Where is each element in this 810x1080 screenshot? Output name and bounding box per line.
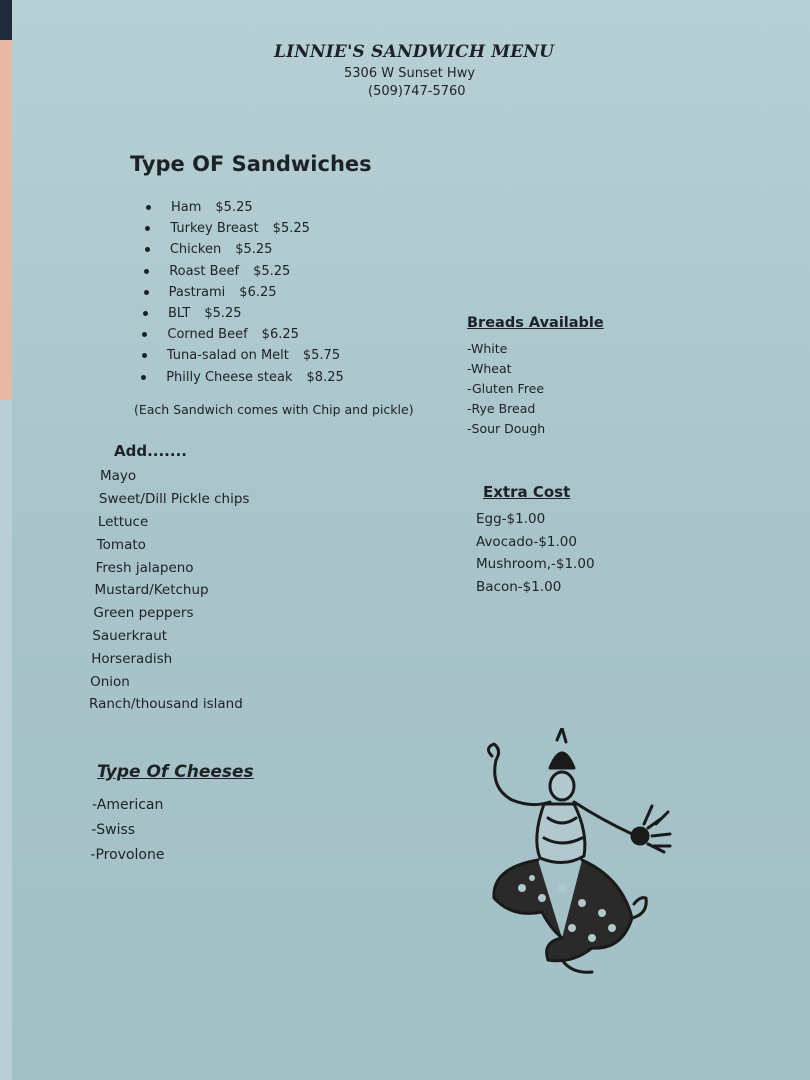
sandwich-note: (Each Sandwich comes with Chip and pickle): [134, 402, 414, 417]
cheese-item: -Swiss: [91, 821, 136, 838]
add-item: Sauerkraut: [92, 627, 168, 644]
bread-item: -Sour Dough: [467, 420, 546, 436]
extra-cost-item: Egg-$1.00: [476, 511, 546, 528]
sandwich-item: [144, 261, 344, 282]
menu-title: LINNIE'S SANDWICH MENU: [274, 42, 555, 62]
cheeses-list: [92, 792, 164, 867]
add-list: [89, 465, 250, 716]
sandwich-name: Pastrami: [168, 284, 226, 300]
sandwich-name: Tuna-salad on Melt: [166, 348, 289, 364]
thai-dancer-icon: [472, 728, 682, 980]
sandwich-item: [142, 345, 344, 366]
bullet-icon: [144, 290, 149, 295]
sandwich-price: $5.25: [204, 306, 242, 322]
sandwich-price: $5.75: [302, 348, 341, 364]
sandwich-item: [144, 282, 344, 303]
add-item: Horseradish: [91, 650, 173, 667]
bread-item: -Rye Bread: [467, 400, 536, 416]
bullet-icon: [146, 205, 151, 210]
sandwich-name: Roast Beef: [169, 263, 240, 279]
sandwich-price: $8.25: [306, 369, 344, 385]
sandwich-item: [146, 197, 344, 218]
sandwich-item: [145, 239, 344, 260]
cheese-item: -Provolone: [90, 846, 165, 863]
bullet-icon: [145, 226, 150, 231]
sandwich-item: [145, 218, 343, 239]
sandwich-name: Ham: [171, 200, 202, 216]
sandwich-list: [146, 197, 344, 388]
add-item: Mayo: [100, 468, 137, 485]
sandwich-name: Philly Cheese steak: [166, 369, 293, 385]
sandwich-name: Turkey Breast: [170, 221, 259, 237]
sandwich-item: [141, 367, 344, 388]
extra-cost-item: Avocado-$1.00: [476, 533, 577, 550]
bullet-icon: [142, 353, 147, 358]
menu-phone: (509)747-5760: [368, 84, 466, 99]
cheese-item: -American: [92, 796, 164, 813]
add-item: Ranch/thousand island: [89, 696, 243, 713]
extra-cost-item: Mushroom,-$1.00: [476, 556, 595, 573]
breads-heading: Breads Available: [467, 315, 604, 331]
bread-item: -Gluten Free: [467, 380, 545, 396]
cheeses-heading: Type Of Cheeses: [97, 762, 254, 782]
bullet-icon: [145, 247, 150, 252]
sandwich-price: $5.25: [272, 221, 310, 237]
sandwich-item: [142, 324, 343, 345]
add-item: Lettuce: [97, 513, 149, 530]
breads-list: [467, 339, 545, 438]
extra-cost-heading: Extra Cost: [483, 483, 571, 501]
add-item: Sweet/Dill Pickle chips: [98, 491, 250, 508]
extra-cost-item: Bacon-$1.00: [476, 578, 562, 595]
sandwich-name: Corned Beef: [167, 327, 248, 343]
bullet-icon: [143, 311, 148, 316]
add-item: Mustard/Ketchup: [94, 582, 209, 599]
menu-address: 5306 W Sunset Hwy: [344, 66, 476, 81]
add-item: Tomato: [96, 536, 146, 553]
sandwich-name: BLT: [168, 306, 191, 322]
sandwich-item: [143, 303, 344, 324]
sandwich-price: $6.25: [239, 284, 277, 300]
bread-item: -White: [467, 341, 508, 357]
bread-item: -Wheat: [467, 361, 512, 377]
bullet-icon: [142, 332, 147, 337]
bullet-icon: [144, 269, 149, 274]
menu-sheet: [12, 0, 810, 1080]
add-heading: Add.......: [114, 442, 187, 460]
bullet-icon: [141, 375, 146, 380]
add-item: Fresh jalapeno: [95, 559, 194, 576]
sandwich-price: $5.25: [235, 242, 273, 258]
sandwich-price: $5.25: [215, 200, 253, 216]
extra-cost-list: [476, 508, 595, 598]
add-item: Onion: [90, 673, 130, 690]
sandwiches-heading: Type OF Sandwiches: [130, 152, 372, 176]
sandwich-name: Chicken: [169, 242, 222, 258]
sandwich-price: $6.25: [261, 327, 299, 343]
sandwich-price: $5.25: [253, 263, 291, 279]
add-item: Green peppers: [93, 605, 194, 622]
